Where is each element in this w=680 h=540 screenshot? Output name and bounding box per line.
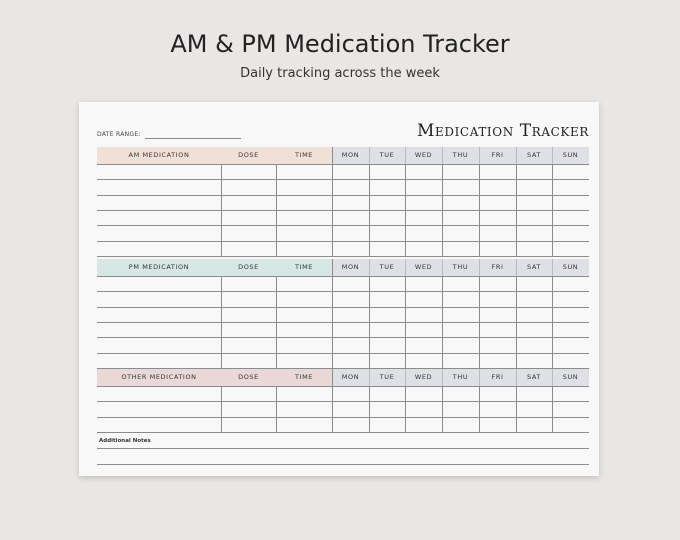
entry-row[interactable] (97, 226, 589, 240)
medication-header: OTHER MEDICATION (121, 373, 197, 381)
dose-header: DOSE (238, 263, 259, 271)
day-divider (479, 259, 480, 276)
day-header-thu: THU (452, 373, 469, 381)
dose-header: DOSE (238, 151, 259, 159)
medication-header: AM MEDICATION (128, 151, 190, 159)
day-divider (405, 147, 406, 164)
date-range-field[interactable] (145, 138, 241, 139)
entry-row[interactable] (97, 387, 589, 401)
entry-row[interactable] (97, 196, 589, 210)
day-divider (369, 259, 370, 276)
notes-line[interactable] (97, 448, 589, 449)
tracker-sheet (79, 102, 599, 476)
day-header-sun: SUN (562, 373, 579, 381)
entry-row[interactable] (97, 277, 589, 291)
day-divider (369, 147, 370, 164)
day-divider (479, 369, 480, 386)
section-am (97, 147, 589, 256)
day-header-tue: TUE (379, 151, 395, 159)
day-divider (479, 147, 480, 164)
entry-row[interactable] (97, 211, 589, 225)
time-header: TIME (294, 151, 313, 159)
day-header-mon: MON (341, 373, 360, 381)
time-header: TIME (294, 263, 313, 271)
day-divider (442, 147, 443, 164)
day-header-sat: SAT (527, 263, 541, 271)
entry-row[interactable] (97, 308, 589, 322)
page-title: AM & PM Medication Tracker (170, 30, 510, 58)
day-header-thu: THU (452, 151, 469, 159)
entry-row[interactable] (97, 165, 589, 179)
date-range-label: DATE RANGE: (97, 131, 141, 138)
day-header-wed: WED (414, 263, 433, 271)
entry-row[interactable] (97, 292, 589, 306)
day-header-mon: MON (341, 151, 360, 159)
day-header-wed: WED (414, 373, 433, 381)
day-divider (516, 147, 517, 164)
entry-row[interactable] (97, 354, 589, 368)
notes-label: Additional Notes (99, 438, 151, 444)
day-header-mon: MON (341, 263, 360, 271)
day-header-sat: SAT (527, 151, 541, 159)
row-line (97, 256, 589, 257)
entry-row[interactable] (97, 180, 589, 194)
day-divider (516, 259, 517, 276)
entry-row[interactable] (97, 338, 589, 352)
day-divider (442, 369, 443, 386)
day-divider (552, 369, 553, 386)
day-header-sat: SAT (527, 373, 541, 381)
day-header-fri: FRI (491, 263, 504, 271)
entry-row[interactable] (97, 323, 589, 337)
day-header-sun: SUN (562, 151, 579, 159)
day-header-wed: WED (414, 151, 433, 159)
day-divider (552, 147, 553, 164)
section-other (97, 369, 589, 432)
entry-row[interactable] (97, 242, 589, 256)
day-header-thu: THU (452, 263, 469, 271)
day-divider (405, 259, 406, 276)
day-divider (369, 369, 370, 386)
entry-row[interactable] (97, 418, 589, 432)
day-header-tue: TUE (379, 263, 395, 271)
medication-header: PM MEDICATION (128, 263, 190, 271)
row-line (97, 432, 589, 433)
section-pm (97, 259, 589, 368)
day-divider (552, 259, 553, 276)
day-divider (405, 369, 406, 386)
entry-row[interactable] (97, 402, 589, 416)
notes-line[interactable] (97, 464, 589, 465)
day-divider (516, 369, 517, 386)
day-header-fri: FRI (491, 151, 504, 159)
day-header-sun: SUN (562, 263, 579, 271)
dose-header: DOSE (238, 373, 259, 381)
time-header: TIME (294, 373, 313, 381)
page-subtitle: Daily tracking across the week (240, 66, 440, 81)
day-divider (442, 259, 443, 276)
day-header-tue: TUE (379, 373, 395, 381)
sheet-title: Medication Tracker (417, 121, 589, 141)
day-header-fri: FRI (491, 373, 504, 381)
